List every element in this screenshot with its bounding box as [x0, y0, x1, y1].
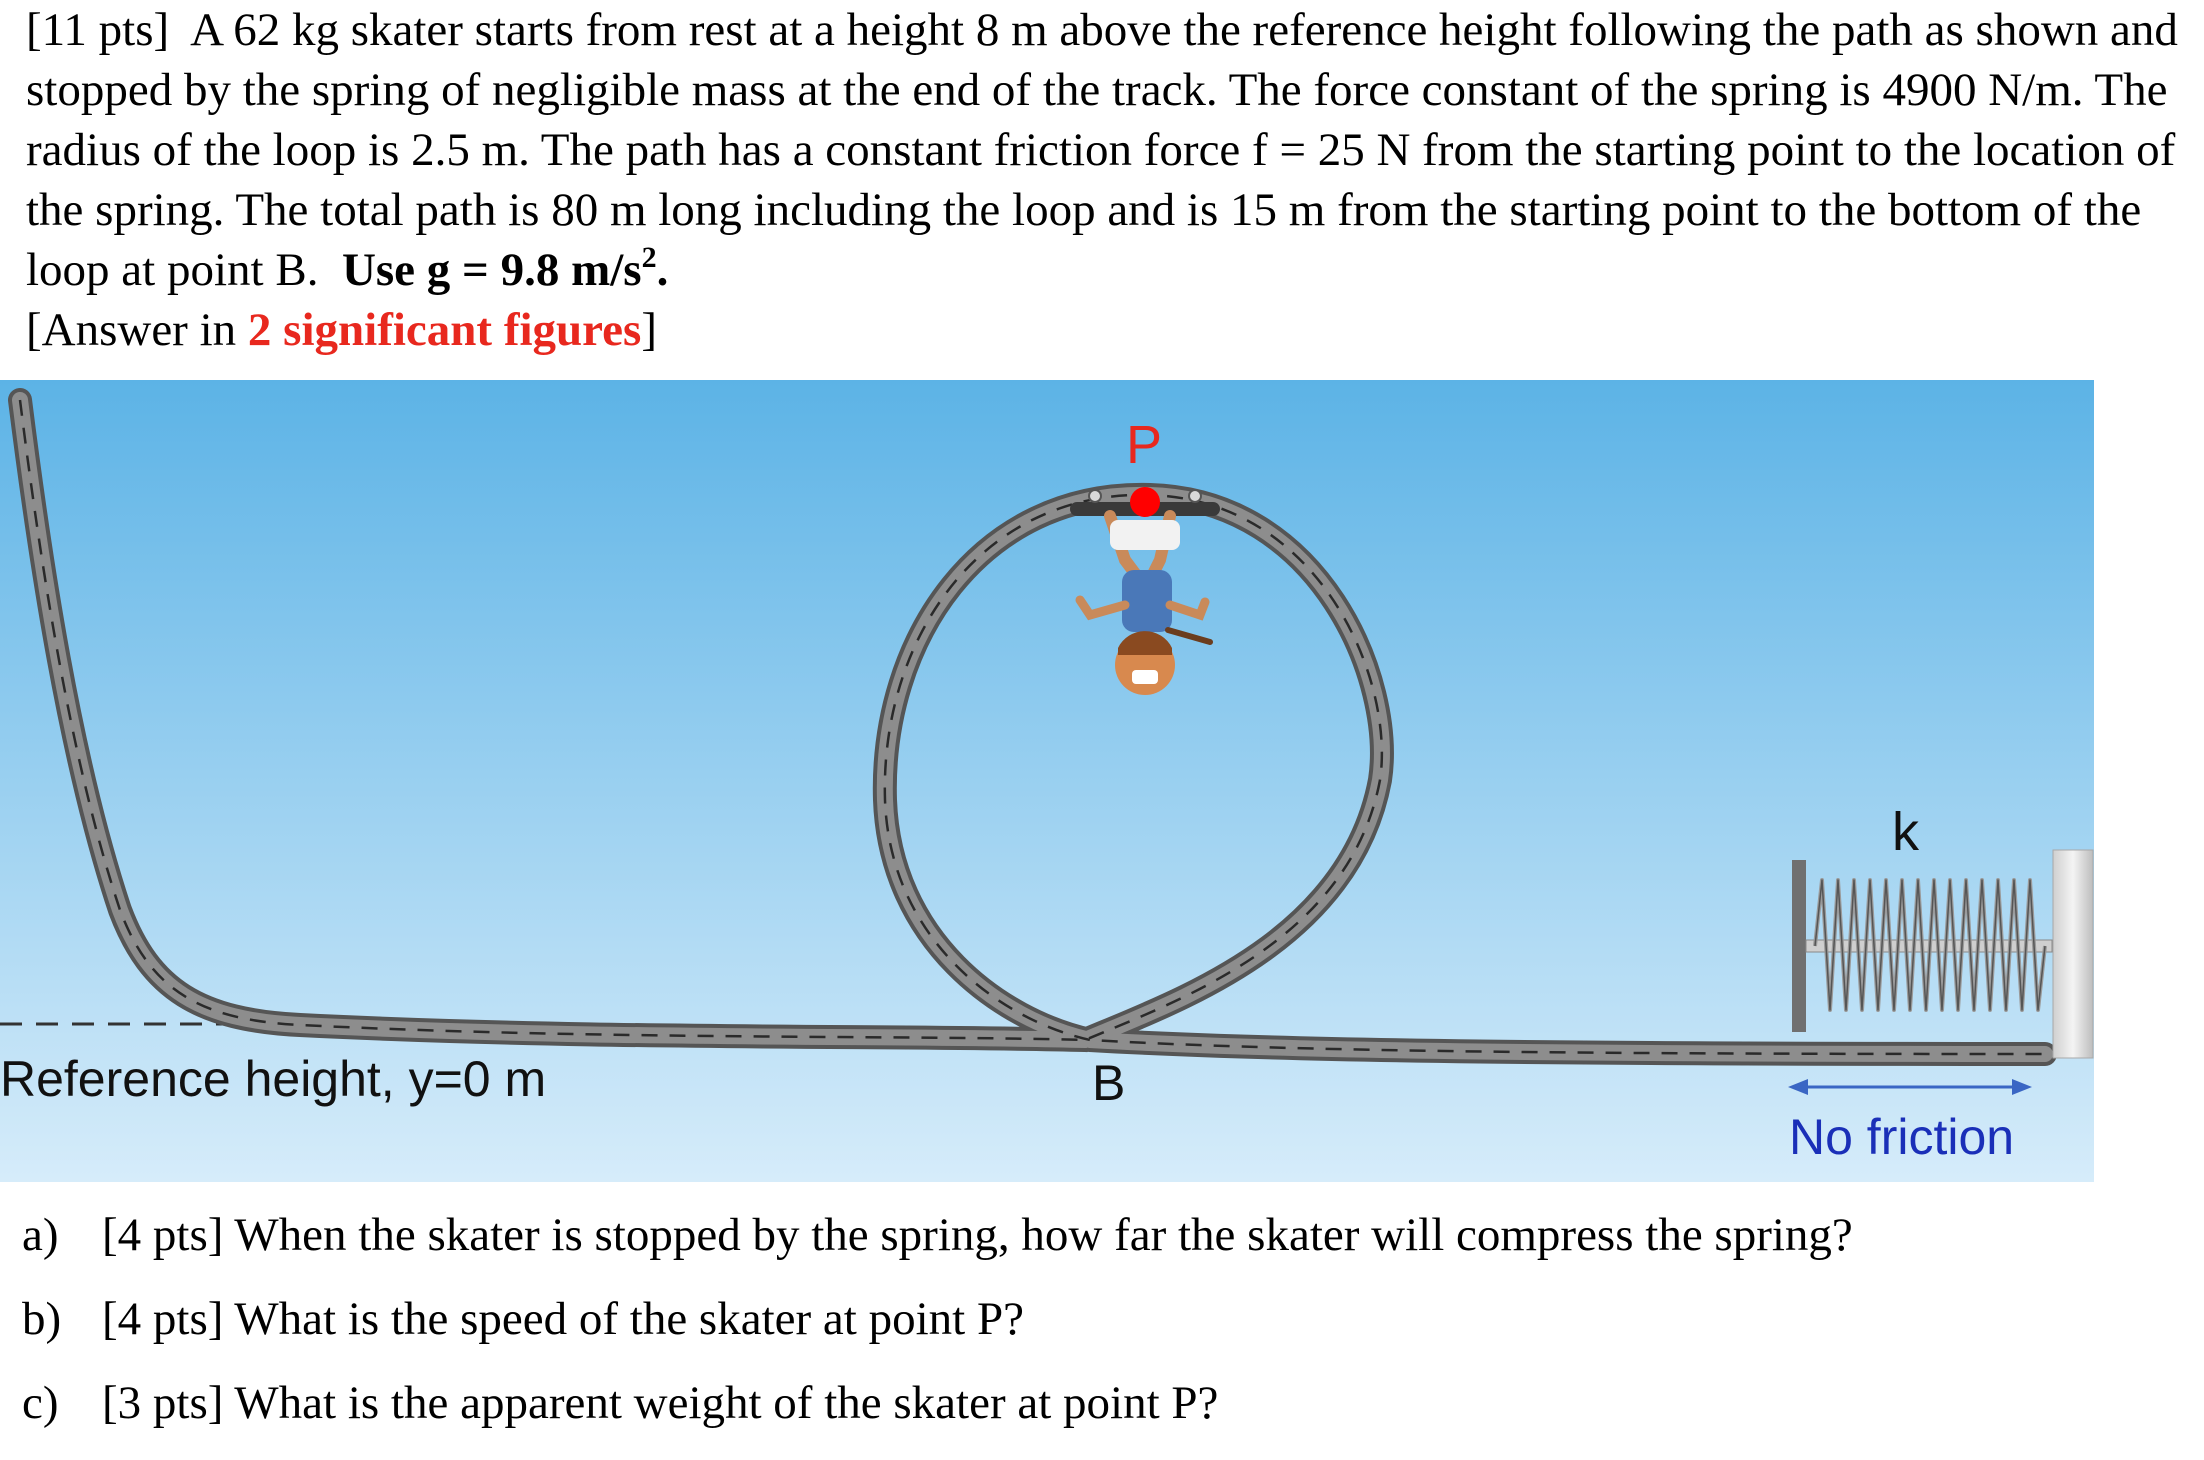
label-b: B [1092, 1055, 1126, 1111]
problem-text: A 62 kg skater starts from rest at a height 8 m above the reference height following the path as shown and stopped by the spring of negligible mass at the end of the track. The force constant of the spring is 4900 N/m. The radius of the loop is 2.5 m. The path has a constant friction force f = 25 N from the starting point to the location of the spring. The total path is 80 m long including the loop and is 15 m from the starting point to the bottom of the loop at point B. [26, 4, 2178, 296]
points-label: [11 pts] [26, 4, 170, 56]
question-a [22, 1209, 1853, 1261]
question-a-tag: a) [22, 1209, 59, 1261]
label-k: k [1892, 802, 1919, 862]
question-c [22, 1377, 1219, 1429]
question-b-text: [4 pts] What is the speed of the skater at point P? [102, 1293, 1024, 1345]
loop-track-figure [0, 380, 2094, 1182]
reference-height-label: Reference height, y=0 m [0, 1051, 547, 1107]
question-b [22, 1293, 1024, 1345]
significant-figures-note: 2 significant figures [247, 304, 642, 356]
spring-plate [1792, 860, 1806, 1032]
gravity-note: Use g = 9.8 $m/s^2$. [341, 241, 669, 296]
question-c-text: [3 pts] What is the apparent weight of the skater at point P? [102, 1377, 1219, 1429]
label-p: P [1126, 415, 1163, 475]
no-friction-label: No friction [1789, 1109, 2015, 1165]
question-b-tag: b) [22, 1293, 62, 1345]
point-p-marker [1130, 487, 1160, 517]
question-a-text: [4 pts] When the skater is stopped by the spring, how far the skater will compress the spring? [102, 1209, 1853, 1261]
question-c-tag: c) [22, 1377, 59, 1429]
spring-wall [2053, 850, 2093, 1058]
problem-statement [26, 0, 2204, 360]
answer-instruction: [Answer in 2 significant figures] [26, 304, 657, 356]
